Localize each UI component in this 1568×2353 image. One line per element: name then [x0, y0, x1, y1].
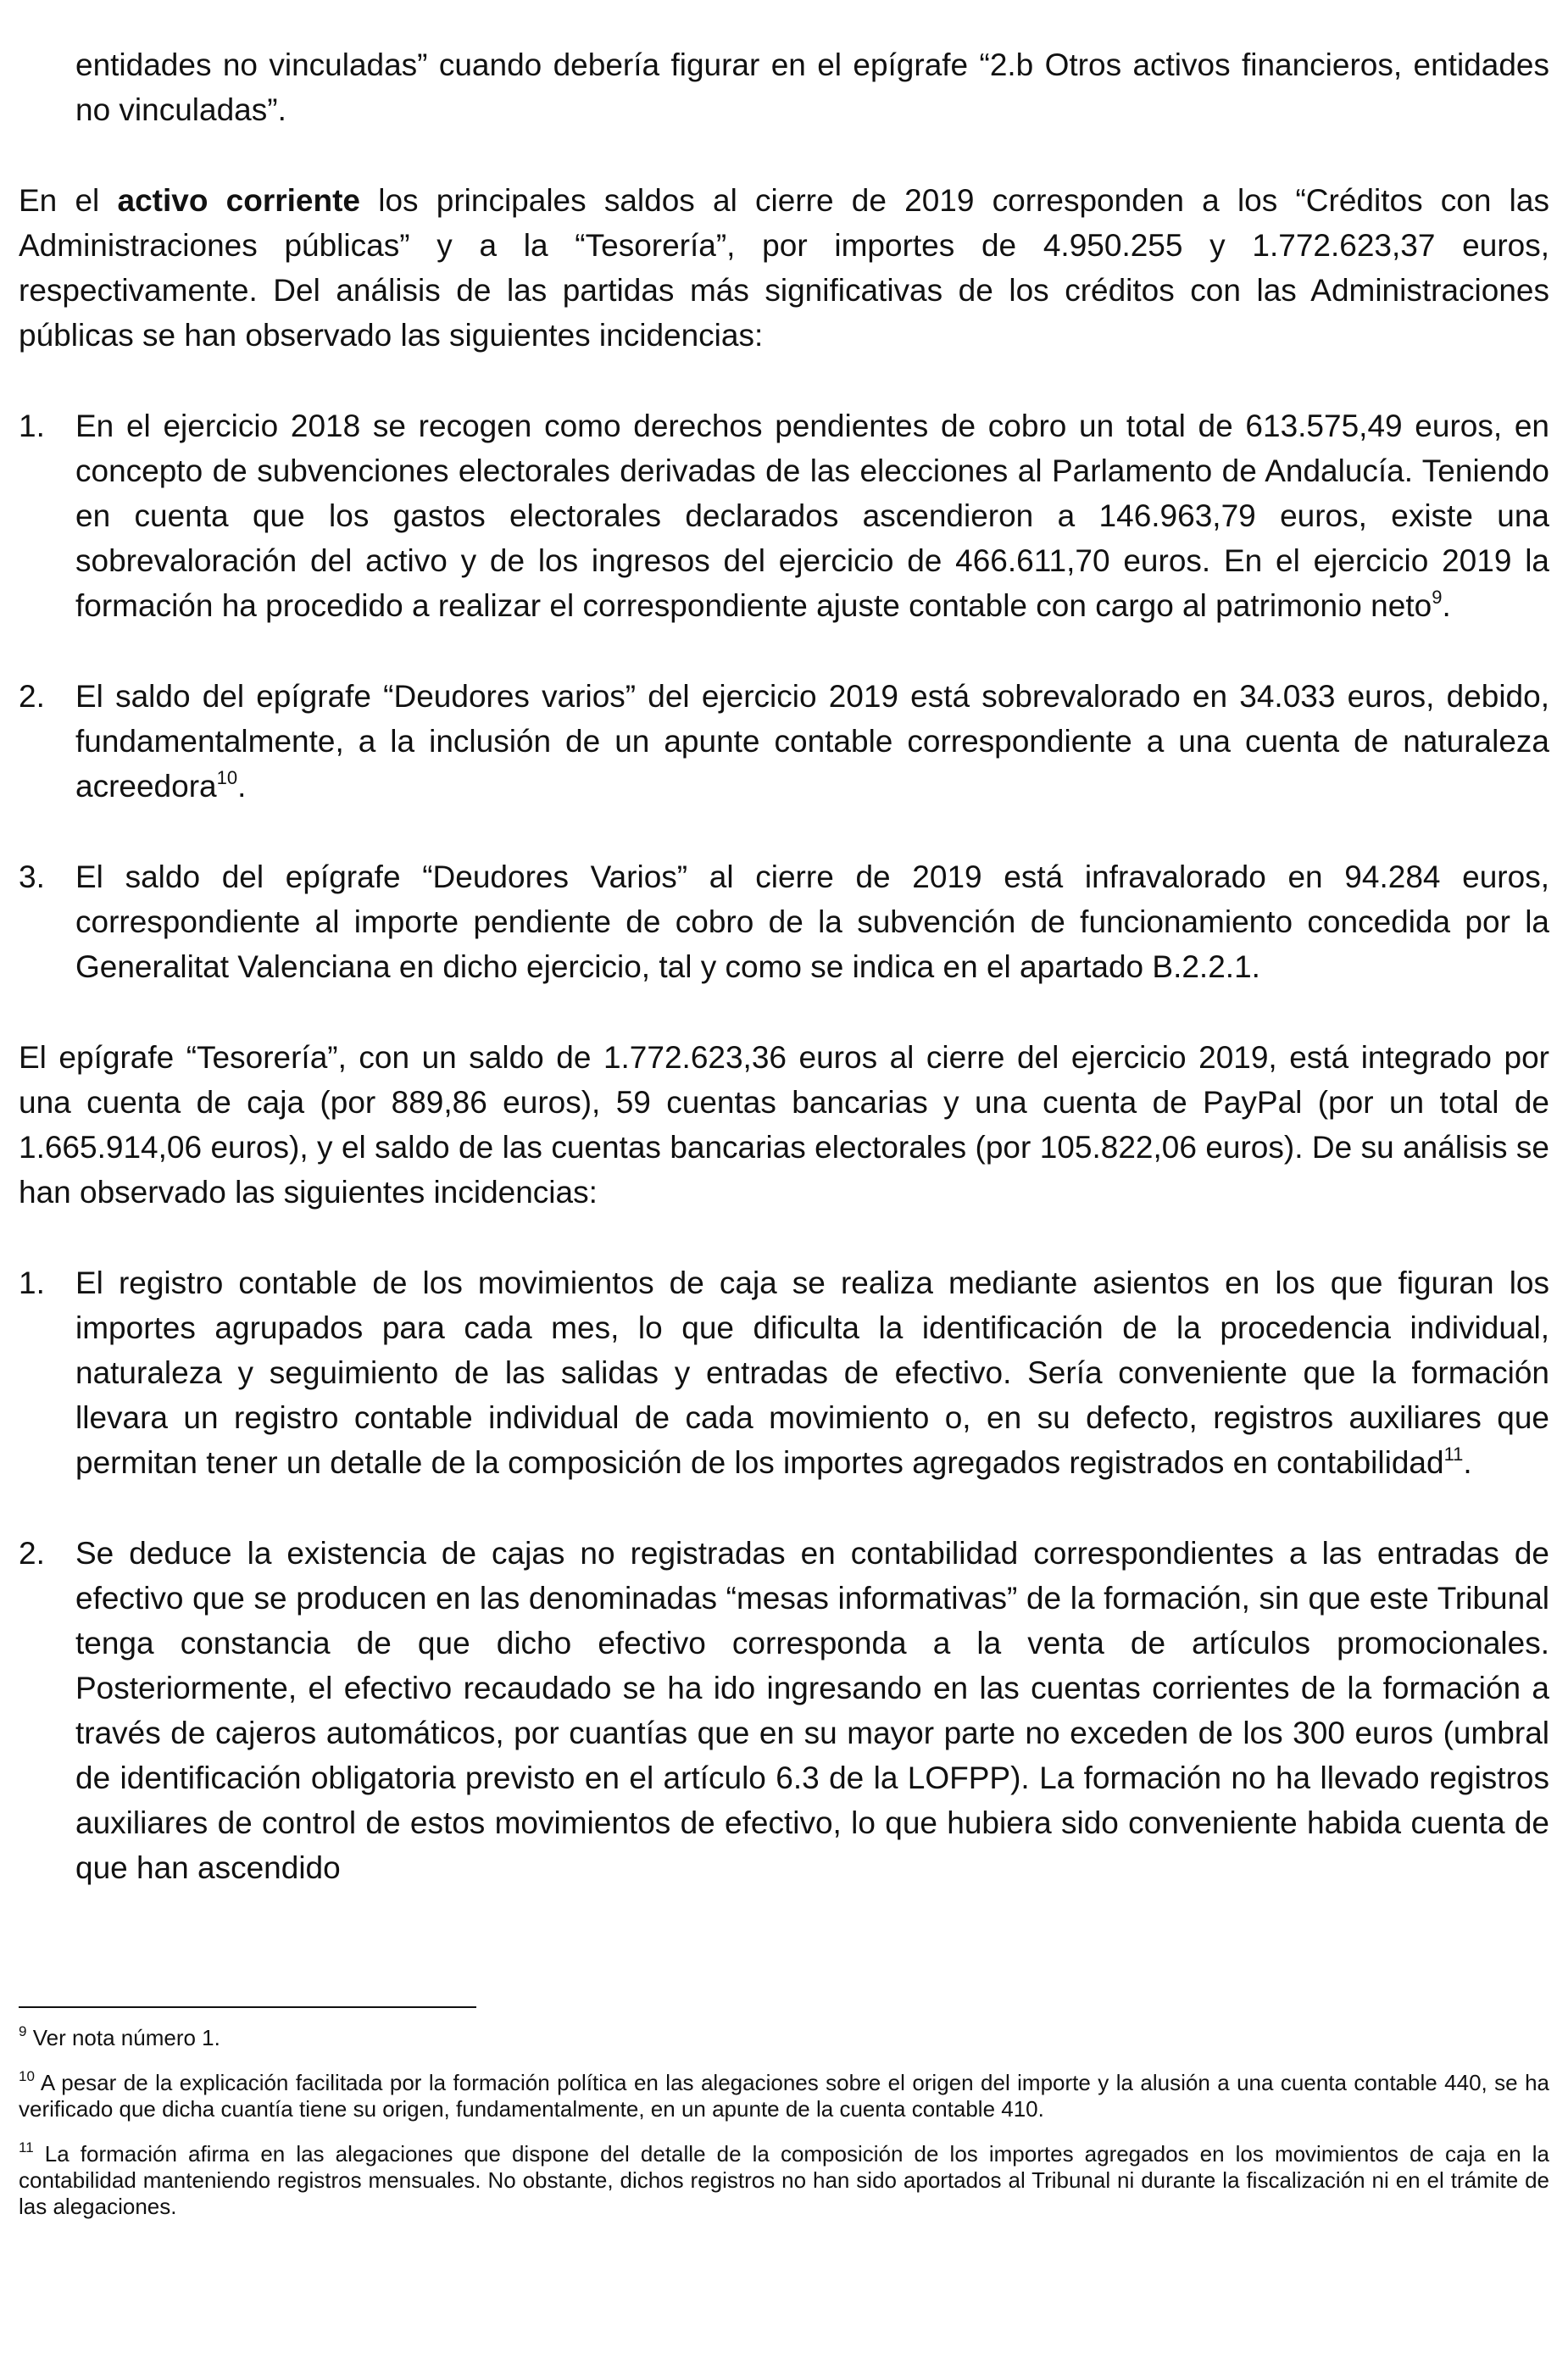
footnote-11: $^{11}$ La formación afirma en las alegaciones que dispone del detalle de la composición de los importes agregados en los movimientos de caja en la contabilidad manteniendo registros mensuales. No obstante, dichos registros no han sido aportados al Tribunal ni durante la fiscalización ni en el trámite de las alegaciones.	[19, 2139, 1549, 2219]
footnote-ref-11[interactable]: 11	[1443, 1443, 1464, 1465]
list-item: 3. El saldo del epígrafe “Deudores Varios” al cierre de 2019 está infravalorado en 94.284 euros, correspondiente al importe pendiente de cobro de la subvención de funcionamiento concedida por la Generalitat Valenciana en dicho ejercicio, tal y como se indica en el apartado B.2.2.1.	[19, 854, 1549, 989]
list-number: 1.	[19, 1266, 45, 1300]
list-number: 2.	[19, 679, 45, 714]
footnote-ref-9[interactable]: 9	[1432, 586, 1443, 608]
list-number: 2.	[19, 1536, 45, 1571]
footnotes-section	[19, 2025, 1549, 2239]
paragraph-tesoreria: El epígrafe “Tesorería”, con un saldo de 1.772.623,36 euros al cierre del ejercicio 2019, está integrado por una cuenta de caja (por 889,86 euros), 59 cuentas bancarias y una cuenta de PayPal (por un total de 1.665.914,06 euros), y el saldo de las cuentas bancarias electorales (por 105.822,06 euros). De su análisis se han observado las siguientes incidencias:	[19, 1040, 1549, 1210]
list-item: 2. Se deduce la existencia de cajas no registradas en contabilidad correspondientes a las entradas de efectivo que se producen en las denominadas “mesas informativas” de la formación, sin que este Tribunal tenga constancia de que dicho efectivo corresponda a la venta de artículos promocionales. Posteriormente, el efectivo recaudado se ha ido ingresando en las cuentas corrientes de la formación a través de cajeros automáticos, por cuantías que en su mayor parte no exceden de los 300 euros (umbral de identificación obligatoria previsto en el artículo 6.3 de la LOFPP). La formación no ha llevado registros auxiliares de control de estos movimientos de efectivo, lo que hubiera sido conveniente habida cuenta de que han ascendido	[19, 1531, 1549, 1890]
list-number: 1.	[19, 409, 45, 443]
paragraph-activo-corriente: En el activo corriente los principales saldos al cierre de 2019 corresponden a los “Créditos con las Administraciones públicas” y a la “Tesorería”, por importes de 4.950.255 y 1.772.623,37 euros, respectivamente. Del análisis de las partidas más significativas de los créditos con las Administraciones públicas se han observado las siguientes incidencias:	[19, 183, 1549, 353]
list-item: 1. En el ejercicio 2018 se recogen como derechos pendientes de cobro un total de 613.575,49 euros, en concepto de subvenciones electorales derivadas de las elecciones al Parlamento de Andalucía. Teniendo en cuenta que los gastos electorales declarados ascendieron a 146.963,79 euros, existe una sobrevaloración del activo y de los ingresos del ejercicio de 466.611,70 euros. En el ejercicio 2019 la formación ha procedido a realizar el correspondiente ajuste contable con cargo al patrimonio neto$^9$.	[19, 403, 1549, 628]
footnote-9: $^9$ Ver nota número 1.	[19, 2023, 220, 2050]
list-number: 3.	[19, 859, 45, 894]
bold-term-activo-corriente: activo corriente	[117, 183, 360, 218]
continuation-paragraph: entidades no vinculadas” cuando debería figurar en el epígrafe “2.b Otros activos financieros, entidades no vinculadas”.	[75, 47, 1549, 127]
list-item: 1. El registro contable de los movimientos de caja se realiza mediante asientos en los que figuran los importes agrupados para cada mes, lo que dificulta la identificación de la procedencia individual, naturaleza y seguimiento de las salidas y entradas de efectivo. Sería conveniente que la formación llevara un registro contable individual de cada movimiento o, en su defecto, registros auxiliares que permitan tener un detalle de la composición de los importes agregados registrados en contabilidad$^{11}$.	[19, 1260, 1549, 1485]
document-page	[19, 42, 1549, 1890]
footnote-10: $^{10}$ A pesar de la explicación facilitada por la formación política en las alegaciones sobre el origen del importe y la alusión a una cuenta contable 440, se ha verificado que dicha cuantía tiene su origen, fundamentalmente, en un apunte de la cuenta contable 410.	[19, 2068, 1549, 2122]
footnote-ref-10[interactable]: 10	[216, 766, 238, 788]
footnote-divider	[19, 2006, 476, 2008]
list-item: 2. El saldo del epígrafe “Deudores varios” del ejercicio 2019 está sobrevalorado en 34.033 euros, debido, fundamentalmente, a la inclusión de un apunte contable correspondiente a una cuenta de naturaleza acreedora$^{10}$.	[19, 674, 1549, 809]
